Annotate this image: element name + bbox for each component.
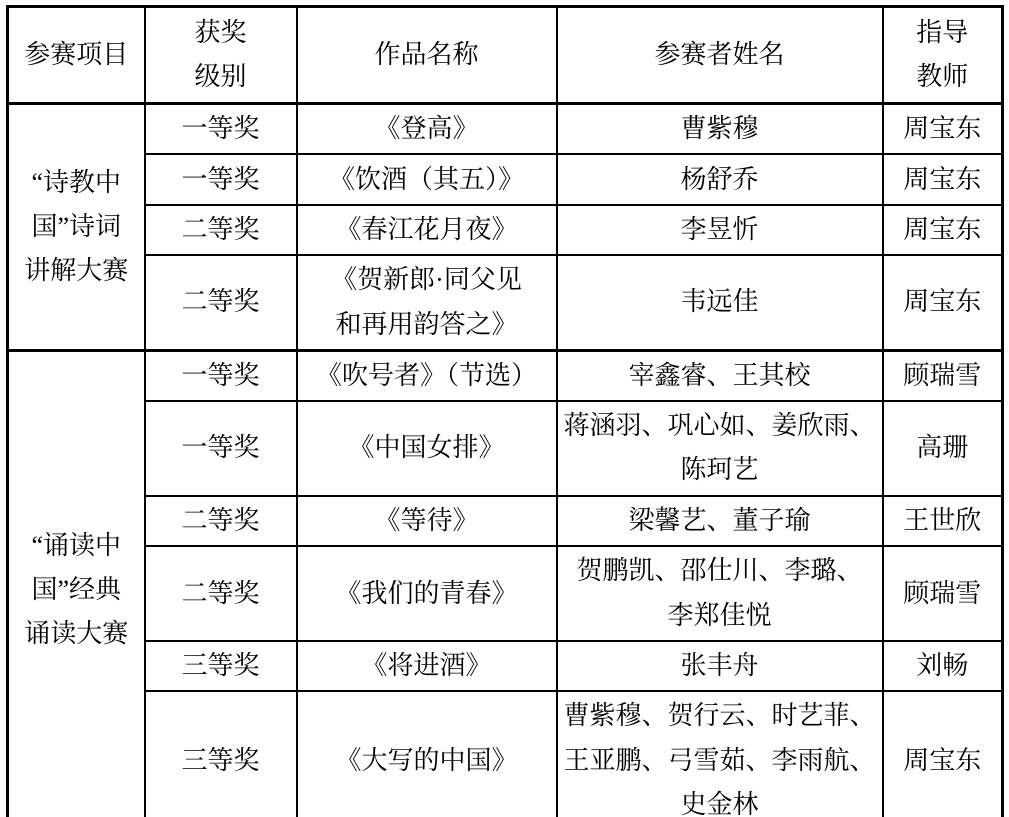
work-cell: 《等待》	[297, 496, 557, 546]
teacher-cell: 周宝东	[883, 104, 1003, 155]
teacher-cell: 王世欣	[883, 496, 1003, 546]
table-row	[8, 154, 1003, 205]
table-row	[8, 496, 1003, 546]
awards-table	[6, 5, 1004, 817]
participants-cell: 蒋涵羽、巩心如、姜欣雨、 陈珂艺	[557, 401, 883, 496]
teacher-cell: 高珊	[883, 401, 1003, 496]
award-cell: 一等奖	[145, 104, 297, 155]
work-cell: 《登高》	[297, 104, 557, 155]
award-cell: 一等奖	[145, 350, 297, 401]
work-cell: 《春江花月夜》	[297, 205, 557, 255]
teacher-cell: 刘畅	[883, 641, 1003, 691]
table-row	[8, 255, 1003, 350]
work-cell: 《将进酒》	[297, 641, 557, 691]
teacher-cell: 周宝东	[883, 205, 1003, 255]
table-row	[8, 641, 1003, 691]
table-row	[8, 691, 1003, 817]
work-cell: 《大写的中国》	[297, 691, 557, 817]
table-header-row	[8, 7, 1003, 104]
work-cell: 《贺新郎·同父见 和再用韵答之》	[297, 255, 557, 350]
award-cell: 三等奖	[145, 641, 297, 691]
award-cell: 三等奖	[145, 691, 297, 817]
teacher-cell: 周宝东	[883, 154, 1003, 205]
work-cell: 《饮酒（其五）》	[297, 154, 557, 205]
award-cell: 一等奖	[145, 154, 297, 205]
participants-cell: 曹紫穆、贺行云、时艺菲、 王亚鹏、弓雪茹、李雨航、 史金林	[557, 691, 883, 817]
award-cell: 二等奖	[145, 546, 297, 641]
participants-cell: 李昱忻	[557, 205, 883, 255]
teacher-cell: 周宝东	[883, 255, 1003, 350]
participants-cell: 曹紫穆	[557, 104, 883, 155]
teacher-cell: 顾瑞雪	[883, 546, 1003, 641]
participants-cell: 宰鑫睿、王其校	[557, 350, 883, 401]
header-project: 参赛项目	[8, 7, 145, 104]
header-teacher: 指导 教师	[883, 7, 1003, 104]
participants-cell: 杨舒乔	[557, 154, 883, 205]
work-cell: 《我们的青春》	[297, 546, 557, 641]
table-row	[8, 546, 1003, 641]
teacher-cell: 周宝东	[883, 691, 1003, 817]
award-cell: 二等奖	[145, 496, 297, 546]
teacher-cell: 顾瑞雪	[883, 350, 1003, 401]
award-cell: 二等奖	[145, 205, 297, 255]
header-award-level: 获奖 级别	[145, 7, 297, 104]
participants-cell: 韦远佳	[557, 255, 883, 350]
table-row	[8, 350, 1003, 401]
award-cell: 一等奖	[145, 401, 297, 496]
project-cell: “诗教中 国”诗词 讲解大赛	[8, 104, 145, 351]
table-row	[8, 205, 1003, 255]
participants-cell: 梁馨艺、董子瑜	[557, 496, 883, 546]
project-cell: “诵读中 国”经典 诵读大赛	[8, 350, 145, 817]
header-participants: 参赛者姓名	[557, 7, 883, 104]
work-cell: 《中国女排》	[297, 401, 557, 496]
participants-cell: 贺鹏凯、邵仕川、李璐、 李郑佳悦	[557, 546, 883, 641]
work-cell: 《吹号者》（节选）	[297, 350, 557, 401]
table-row	[8, 104, 1003, 155]
table-row	[8, 401, 1003, 496]
participants-cell: 张丰舟	[557, 641, 883, 691]
header-work-name: 作品名称	[297, 7, 557, 104]
award-cell: 二等奖	[145, 255, 297, 350]
